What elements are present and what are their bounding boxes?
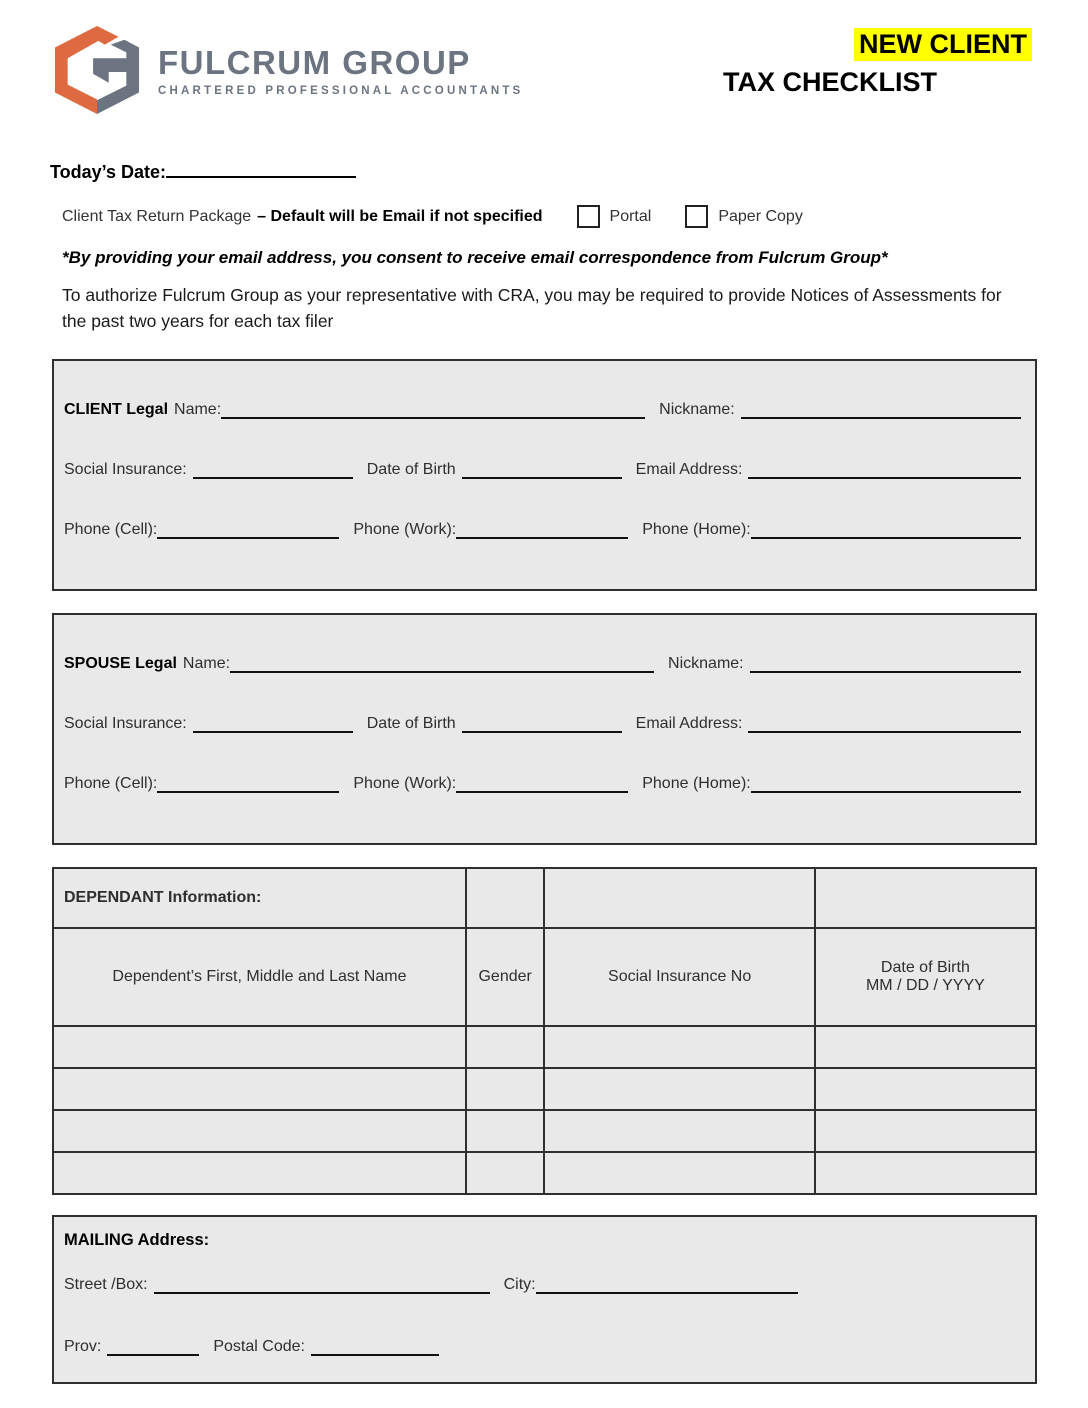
dependant-empty-cell[interactable] xyxy=(53,1068,466,1110)
dependant-empty-row xyxy=(53,1068,1036,1110)
dependant-empty-cell[interactable] xyxy=(544,1152,814,1194)
dependant-empty-cell[interactable] xyxy=(544,1068,814,1110)
dependant-empty-cell[interactable] xyxy=(466,1026,545,1068)
todays-date-field[interactable] xyxy=(166,162,356,178)
client-phone-work-label: Phone (Work): xyxy=(353,520,457,538)
prov-postal-row xyxy=(64,1338,1021,1356)
dependant-title-row xyxy=(53,868,1036,928)
client-box-title: CLIENT Legal xyxy=(64,400,169,418)
spouse-name-row xyxy=(64,655,1021,673)
client-phone-cell-field[interactable] xyxy=(157,533,339,539)
client-sin-field[interactable] xyxy=(193,473,353,479)
street-city-row xyxy=(64,1276,1021,1294)
logo-tagline: CHARTERED PROFESSIONAL ACCOUNTANTS xyxy=(158,85,524,97)
logo-text xyxy=(158,46,523,97)
dependant-header-row xyxy=(53,928,1036,1026)
spouse-email-field[interactable] xyxy=(748,727,1021,733)
dependant-empty-row xyxy=(53,1152,1036,1194)
postal-code-field[interactable] xyxy=(311,1350,439,1356)
spouse-dob-field[interactable] xyxy=(462,727,622,733)
client-phone-home-field[interactable] xyxy=(751,533,1021,539)
spouse-sin-dob-email-row xyxy=(64,715,1021,733)
dependant-empty-cell[interactable] xyxy=(466,1110,545,1152)
package-label: Client Tax Return Package xyxy=(62,207,252,225)
new-client-badge: NEW CLIENT xyxy=(854,28,1032,61)
dependant-empty-cell[interactable] xyxy=(815,1026,1036,1068)
spouse-phone-work-field[interactable] xyxy=(456,787,628,793)
col-header-sin: Social Insurance No xyxy=(544,928,814,1026)
mailing-address-title: MAILING Address: xyxy=(64,1230,210,1249)
mailing-address-box xyxy=(52,1215,1037,1384)
spouse-phone-home-field[interactable] xyxy=(751,787,1021,793)
spouse-info-box xyxy=(52,613,1037,845)
package-default-note: – Default will be Email if not specified xyxy=(257,207,543,225)
dependant-empty-cell[interactable] xyxy=(466,1152,545,1194)
prov-field[interactable] xyxy=(107,1350,199,1356)
dependant-empty-row xyxy=(53,1110,1036,1152)
col-header-dob xyxy=(815,928,1036,1026)
col-header-dob-line2: MM / DD / YYYY xyxy=(865,976,985,994)
dependant-empty-cell[interactable] xyxy=(53,1026,466,1068)
client-dob-field[interactable] xyxy=(462,473,622,479)
client-nickname-field[interactable] xyxy=(741,413,1021,419)
spouse-phone-work-label: Phone (Work): xyxy=(353,774,457,792)
spouse-name-label: Name: xyxy=(182,654,231,672)
tax-return-package-row xyxy=(62,205,1088,228)
spouse-nickname-label: Nickname: xyxy=(668,654,744,672)
spouse-sin-field[interactable] xyxy=(193,727,353,733)
client-name-row xyxy=(64,401,1021,419)
spouse-email-label: Email Address: xyxy=(635,714,743,732)
document-titles xyxy=(723,28,1032,114)
spouse-dob-label: Date of Birth xyxy=(366,714,456,732)
cra-authorization-note: To authorize Fulcrum Group as your representative with CRA, you may be required to provide Notices of Assessments for the past two years for each tax filer xyxy=(62,285,1002,332)
street-label: Street /Box: xyxy=(64,1275,148,1293)
email-consent-note: *By providing your email address, you consent to receive email correspondence from Fulcrum Group* xyxy=(62,248,888,267)
spouse-box-title: SPOUSE Legal xyxy=(64,654,177,672)
spouse-phones-row xyxy=(64,775,1021,793)
client-name-label: Name: xyxy=(174,400,222,418)
dependant-table-title: DEPENDANT Information: xyxy=(53,868,466,928)
client-email-field[interactable] xyxy=(748,473,1021,479)
spouse-phone-cell-field[interactable] xyxy=(157,787,339,793)
col-header-gender: Gender xyxy=(466,928,545,1026)
client-name-field[interactable] xyxy=(221,413,645,419)
client-nickname-label: Nickname: xyxy=(659,400,735,418)
dependant-table-body xyxy=(53,868,1036,1194)
dependant-empty-cell[interactable] xyxy=(53,1110,466,1152)
client-sin-label: Social Insurance: xyxy=(64,460,187,478)
todays-date-label: Today’s Date: xyxy=(50,162,167,182)
todays-date-row xyxy=(50,162,1088,183)
dependant-empty-cell[interactable] xyxy=(53,1152,466,1194)
street-field[interactable] xyxy=(154,1288,490,1294)
document-header xyxy=(0,0,1088,114)
client-phone-cell-label: Phone (Cell): xyxy=(64,520,158,538)
spouse-nickname-field[interactable] xyxy=(750,667,1021,673)
fulcrum-hexagon-logo-icon xyxy=(48,26,146,114)
dependant-empty-cell[interactable] xyxy=(544,1026,814,1068)
client-dob-label: Date of Birth xyxy=(366,460,456,478)
paper-copy-checkbox-label: Paper Copy xyxy=(718,207,803,225)
col-header-dependant-name: Dependent’s First, Middle and Last Name xyxy=(53,928,466,1026)
paper-copy-checkbox-item xyxy=(685,205,803,228)
spouse-phone-cell-label: Phone (Cell): xyxy=(64,774,158,792)
logo-company-name: FULCRUM GROUP xyxy=(158,44,471,81)
client-phone-work-field[interactable] xyxy=(456,533,628,539)
delivery-checkbox-group xyxy=(577,205,803,228)
dependant-table xyxy=(52,867,1037,1195)
portal-checkbox-label: Portal xyxy=(609,207,652,225)
client-phone-home-label: Phone (Home): xyxy=(642,520,751,538)
client-info-box xyxy=(52,359,1037,591)
fulcrum-group-logo xyxy=(48,26,523,114)
dependant-empty-row xyxy=(53,1026,1036,1068)
col-header-dob-line1: Date of Birth xyxy=(880,958,970,976)
prov-label: Prov: xyxy=(64,1337,102,1355)
postal-code-label: Postal Code: xyxy=(213,1337,305,1355)
dependant-empty-cell[interactable] xyxy=(815,1110,1036,1152)
portal-checkbox-item xyxy=(577,205,652,228)
dependant-empty-cell[interactable] xyxy=(815,1152,1036,1194)
dependant-empty-cell[interactable] xyxy=(544,1110,814,1152)
client-phones-row xyxy=(64,521,1021,539)
client-sin-dob-email-row xyxy=(64,461,1021,479)
spouse-phone-home-label: Phone (Home): xyxy=(642,774,751,792)
city-label: City: xyxy=(503,1275,536,1293)
client-email-label: Email Address: xyxy=(635,460,743,478)
dependant-empty-cell[interactable] xyxy=(466,1068,545,1110)
dependant-empty-cell[interactable] xyxy=(815,1068,1036,1110)
paper-copy-checkbox[interactable] xyxy=(685,205,708,228)
spouse-name-field[interactable] xyxy=(230,667,654,673)
spouse-sin-label: Social Insurance: xyxy=(64,714,187,732)
city-field[interactable] xyxy=(536,1288,798,1294)
portal-checkbox[interactable] xyxy=(577,205,600,228)
page-title: TAX CHECKLIST xyxy=(723,67,937,97)
